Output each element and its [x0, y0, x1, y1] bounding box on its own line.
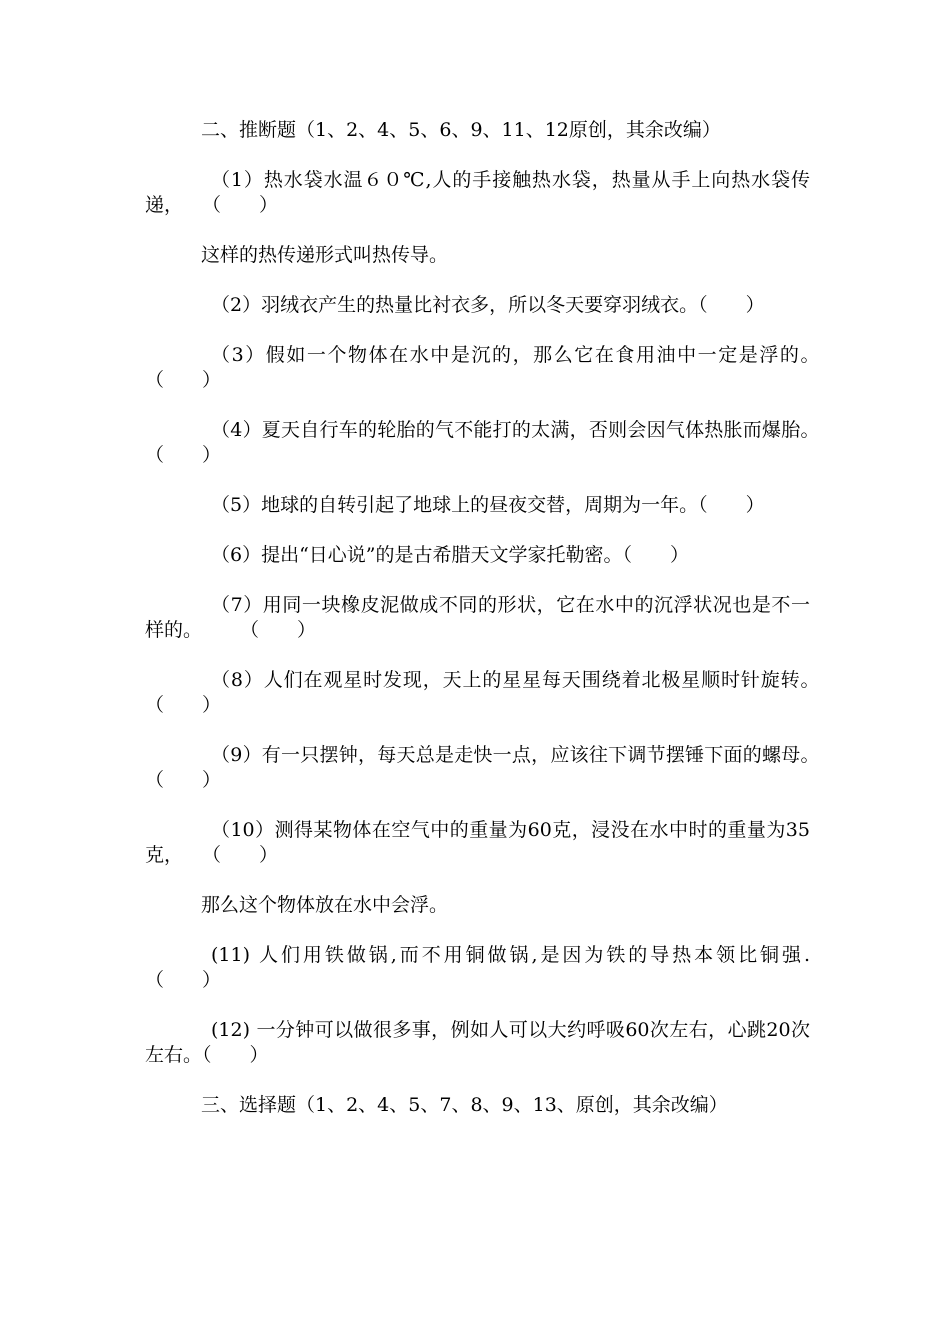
question-1-continuation: 这样的热传递形式叫热传导。 — [201, 244, 449, 266]
question-7: （7）用同一块橡皮泥做成不同的形状，它在水中的沉浮状况也是不一样的。 （ ） — [145, 594, 810, 641]
question-6: （6）提出“日心说”的是古希腊天文学家托勒密。（ ） — [211, 544, 690, 566]
section-2-heading: 二、推断题（1、2、4、5、6、9、11、12原创，其余改编） — [201, 119, 721, 141]
document-page — [145, 118, 906, 1143]
question-3: （3）假如一个物体在水中是沉的，那么它在食用油中一定是浮的。 （ ） — [145, 344, 849, 391]
question-9: （9）有一只摆钟，每天总是走快一点，应该往下调节摆锤下面的螺母。 （ ） — [145, 744, 868, 791]
question-2: （2）羽绒衣产生的热量比衬衣多，所以冬天要穿羽绒衣。（ ） — [211, 294, 765, 316]
question-4: （4）夏天自行车的轮胎的气不能打的太满，否则会因气体热胀而爆胎。 （ ） — [145, 419, 849, 466]
question-10-continuation: 那么这个物体放在水中会浮。 — [201, 894, 449, 916]
question-8: （8）人们在观星时发现，天上的星星每天围绕着北极星顺时针旋转。 （ ） — [145, 669, 849, 716]
question-5: （5）地球的自转引起了地球上的昼夜交替，周期为一年。（ ） — [211, 494, 765, 516]
question-12: (12) 一分钟可以做很多事，例如人可以大约呼吸60次左右，心跳20次左右。（ ） — [145, 1019, 810, 1066]
question-10: （10）测得某物体在空气中的重量为60克，浸没在水中时的重量为35克， （ ） — [145, 819, 810, 866]
question-1: （1）热水袋水温６０℃,人的手接触热水袋，热量从手上向热水袋传递， （ ） — [145, 169, 810, 216]
question-11: (11) 人们用铁做锅,而不用铜做锅,是因为铁的导热本领比铜强. （ ） — [145, 944, 906, 991]
section-3-heading: 三、选择题（1、2、4、5、7、8、9、13、原创，其余改编） — [201, 1094, 728, 1116]
